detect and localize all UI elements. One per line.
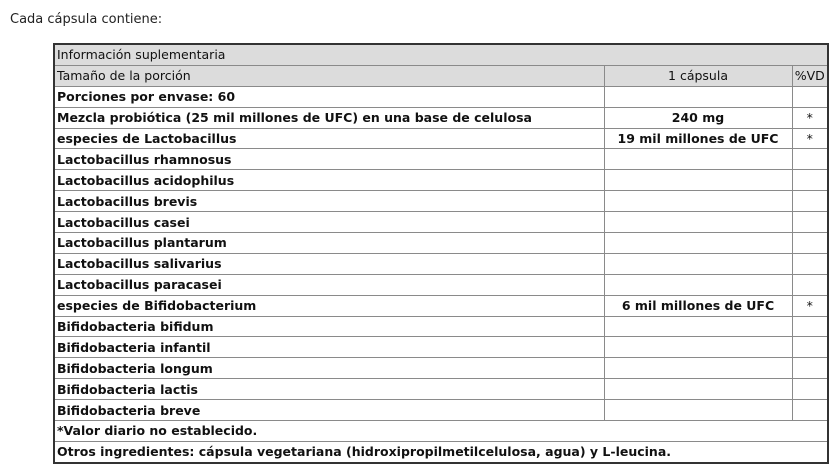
ingredient-amount [604,170,792,191]
ingredient-name: Lactobacillus plantarum [54,233,604,254]
table-row [54,400,828,421]
ingredient-amount [604,358,792,379]
other-ingredients-row [54,441,828,462]
table-row [54,191,828,212]
table-row [54,128,828,149]
table-row [54,379,828,400]
ingredient-name: Lactobacillus rhamnosus [54,149,604,170]
table-row [54,337,828,358]
ingredient-dv [792,316,828,337]
ingredient-amount [604,379,792,400]
ingredient-amount [604,337,792,358]
footnote: *Valor diario no establecido. [54,421,828,442]
ingredient-dv [792,253,828,274]
table-row [54,107,828,128]
ingredient-name: Lactobacillus acidophilus [54,170,604,191]
empty-cell [604,86,792,107]
ingredient-dv [792,212,828,233]
ingredient-name: Bifidobacteria bifidum [54,316,604,337]
table-row [54,212,828,233]
ingredient-name: Mezcla probiótica (25 mil millones de UFC) en una base de celulosa [54,107,604,128]
ingredient-name: especies de Lactobacillus [54,128,604,149]
table-row [54,274,828,295]
ingredient-name: Bifidobacteria longum [54,358,604,379]
footnote-row [54,421,828,442]
ingredient-dv [792,400,828,421]
ingredient-name: Bifidobacteria infantil [54,337,604,358]
ingredient-dv: * [792,295,828,316]
table-row [54,295,828,316]
ingredient-dv: * [792,128,828,149]
ingredient-dv [792,149,828,170]
ingredient-name: Lactobacillus casei [54,212,604,233]
ingredient-dv [792,337,828,358]
supplement-facts-table [53,43,829,464]
ingredient-amount [604,212,792,233]
ingredient-amount [604,274,792,295]
table-row [54,358,828,379]
empty-cell [792,86,828,107]
table-row [54,253,828,274]
table-title: Información suplementaria [54,44,828,65]
intro-text: Cada cápsula contiene: [10,12,163,27]
serving-size-label: Tamaño de la porción [54,65,604,86]
ingredient-name: especies de Bifidobacterium [54,295,604,316]
table-title-row [54,44,828,65]
ingredient-name: Bifidobacteria breve [54,400,604,421]
ingredient-amount: 240 mg [604,107,792,128]
table-row [54,233,828,254]
servings-row [54,86,828,107]
ingredient-amount [604,400,792,421]
ingredient-dv [792,379,828,400]
ingredient-amount: 19 mil millones de UFC [604,128,792,149]
ingredient-name: Bifidobacteria lactis [54,379,604,400]
ingredient-dv [792,233,828,254]
ingredient-dv [792,191,828,212]
ingredient-amount [604,316,792,337]
ingredient-name: Lactobacillus brevis [54,191,604,212]
ingredient-dv [792,358,828,379]
ingredient-amount [604,191,792,212]
ingredient-name: Lactobacillus paracasei [54,274,604,295]
ingredient-amount [604,149,792,170]
ingredient-name: Lactobacillus salivarius [54,253,604,274]
servings-per-container: Porciones por envase: 60 [54,86,604,107]
ingredient-dv [792,170,828,191]
ingredient-dv: * [792,107,828,128]
table-row [54,149,828,170]
ingredient-amount [604,233,792,254]
ingredient-amount [604,253,792,274]
serving-size-row [54,65,828,86]
other-ingredients: Otros ingredientes: cápsula vegetariana (hidroxipropilmetilcelulosa, agua) y L-leucina. [54,441,828,462]
dv-header: %VD [792,65,828,86]
table-row [54,316,828,337]
ingredient-amount: 6 mil millones de UFC [604,295,792,316]
serving-size-value: 1 cápsula [604,65,792,86]
ingredient-dv [792,274,828,295]
table-row [54,170,828,191]
